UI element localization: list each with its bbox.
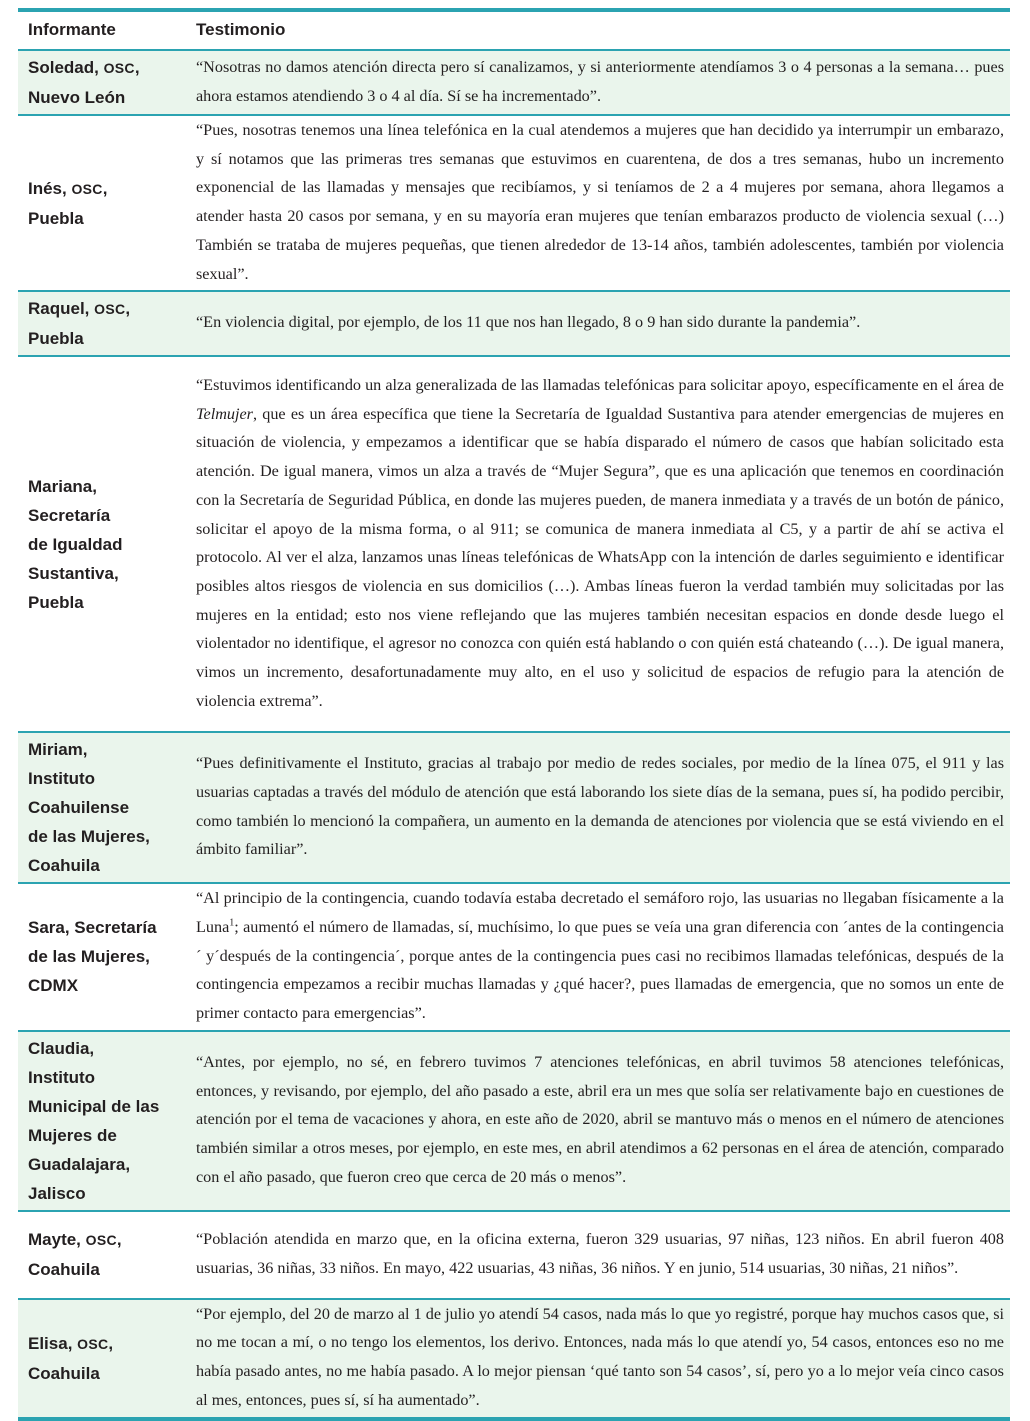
- testimony-table: [18, 12, 1010, 1419]
- table-row: [18, 883, 1010, 1031]
- table-row: [18, 1211, 1010, 1299]
- testimony-cell: “Pues definitivamente el Instituto, gracias al trabajo por medio de redes sociales, por medio de la línea 075, el 911 y las usuarias captadas a través del módulo de atención que está laborando los siete días de la semana, pues sí, ha podido percibir, como también lo mencionó la compañera, un aumento en la demanda de atenciones por violencia que se está viviendo en el ámbito familiar”.: [188, 732, 1010, 883]
- informant-cell: Inés, OSC, Puebla: [18, 115, 188, 291]
- informant-cell: Claudia, Instituto Municipal de las Mujeres de Guadalajara, Jalisco: [18, 1031, 188, 1211]
- table-row: [18, 1031, 1010, 1211]
- table-row: [18, 115, 1010, 291]
- header-testimony: Testimonio: [188, 12, 1010, 50]
- informant-cell: Elisa, OSC, Coahuila: [18, 1299, 188, 1418]
- informant-cell: Miriam, Instituto Coahuilense de las Mujeres, Coahuila: [18, 732, 188, 883]
- emphasis-telmujer: Telmujer: [196, 404, 253, 423]
- testimony-cell: “Población atendida en marzo que, en la oficina externa, fueron 329 usuarias, 97 niñas, 123 niños. En abril fueron 408 usuarias, 36 niñas, 33 niños. En mayo, 422 usuarias, 43 niñas, 36 niños. Y en junio, 514 usuarias, 30 niñas, 21 niños”.: [188, 1211, 1010, 1299]
- testimony-cell: “Pues, nosotras tenemos una línea telefónica en la cual atendemos a mujeres que han decidido ya interrumpir un embarazo, y sí notamos que las primeras tres semanas que estuvimos en cuarentena, de dos a tres semanas, hubo un incremento exponencial de las llamadas y mensajes que recibíamos, y si teníamos de 2 a 4 mujeres por semana, ahora llegamos a atender hasta 20 casos por semana, y en su mayoría eran mujeres que tenían embarazos producto de violencia sexual (…) También se trataba de mujeres pequeñas, que tienen alrededor de 13-14 años, también adolescentes, también por violencia sexual”.: [188, 115, 1010, 291]
- informant-cell: Sara, Secretaría de las Mujeres, CDMX: [18, 883, 188, 1031]
- informant-cell: Soledad, OSC, Nuevo León: [18, 50, 188, 115]
- header-informant: Informante: [18, 12, 188, 50]
- testimony-cell: “Nosotras no damos atención directa pero sí canalizamos, y si anteriormente atendíamos 3 o 4 personas a la semana… pues ahora estamos atendiendo 3 o 4 al día. Sí se ha incrementado”.: [188, 50, 1010, 115]
- footnote-marker: 1: [229, 917, 235, 929]
- bottom-rule: [18, 1419, 1010, 1421]
- testimony-cell: “Antes, por ejemplo, no sé, en febrero tuvimos 7 atenciones telefónicas, en abril tuvimos 58 atenciones telefónicas, entonces, y revisando, por ejemplo, del año pasado a este, abril era un mes que solía ser relativamente bajo en cuestiones de atención por el tema de vacaciones y ahora, en este año de 2020, abril se mantuvo más o menos en el número de atenciones también similar a otros meses, por ejemplo, en este mes, en abril atendimos a 62 personas en el área de atención, comparado con el año pasado, que fueron creo que cerca de 20 más o menos”.: [188, 1031, 1010, 1211]
- testimony-cell: “Al principio de la contingencia, cuando todavía estaba decretado el semáforo rojo, las usuarias no llegaban físicamente a la Luna$^1$; aumentó el número de llamadas, sí, muchísimo, lo que pues se veía una gran diferencia con ´antes de la contingencia´ y´después de la contingencia´, porque antes de la contingencia pues casi no recibimos llamadas telefónicas, después de la contingencia empezamos a recibir muchas llamadas y ¿qué hacer?, pues llamadas de emergencia, que no somos un ente de primer contacto para emergencias”.: [188, 883, 1010, 1031]
- header-row: [18, 12, 1010, 50]
- testimony-cell: “En violencia digital, por ejemplo, de los 11 que nos han llegado, 8 o 9 han sido durante la pandemia”.: [188, 291, 1010, 356]
- testimony-table-container: [18, 8, 1010, 1421]
- testimony-cell: “Estuvimos identificando un alza generalizada de las llamadas telefónicas para solicitar apoyo, específicamente en el área de Telmujer, que es un área específica que tiene la Secretaría de Igualdad Sustantiva para atender emergencias de mujeres en situación de violencia, y empezamos a identificar que se había disparado el número de casos que habían solicitado esta atención. De igual manera, vimos un alza a través de “Mujer Segura”, que es una aplicación que tenemos en coordinación con la Secretaría de Seguridad Pública, en donde las mujeres pueden, de manera inmediata y a través de un botón de pánico, solicitar el apoyo de la misma forma, o al 911; se comunica de manera inmediata al C5, y a partir de ahí se activa el protocolo. Al ver el alza, lanzamos unas líneas telefónicas de WhatsApp con la intención de darles seguimiento e identificar posibles altos riesgos de violencia en sus domicilios (…). Ambas líneas fueron la verdad también muy solicitadas por las mujeres en la entidad; esto nos viene reflejando que las mujeres también necesitan espacios en donde desde luego el violentador no identifique, el agresor no conozca con quién está hablando o con quién está chateando (…). De igual manera, vimos un incremento, desafortunadamente muy alto, en el uso y solicitud de espacios de refugio para la atención de violencia extrema”.: [188, 356, 1010, 732]
- table-row: [18, 50, 1010, 115]
- table-row: [18, 732, 1010, 883]
- table-row: [18, 356, 1010, 732]
- testimony-cell: “Por ejemplo, del 20 de marzo al 1 de julio yo atendí 54 casos, nada más lo que yo registré, porque hay muchos casos que, si no me tocan a mí, o no tengo los elementos, los derivo. Entonces, nada más lo que atendí yo, 54 casos, entonces eso no me había pasado antes, no me había pasado. A lo mejor piensan ‘qué tanto son 54 casos’, sí, pero yo a lo mejor veía cinco casos al mes, entonces, pues sí, sí ha aumentado”.: [188, 1299, 1010, 1418]
- table-row: [18, 291, 1010, 356]
- informant-cell: Mariana, Secretaría de Igualdad Sustantiva, Puebla: [18, 356, 188, 732]
- informant-cell: Mayte, OSC, Coahuila: [18, 1211, 188, 1299]
- informant-cell: Raquel, OSC, Puebla: [18, 291, 188, 356]
